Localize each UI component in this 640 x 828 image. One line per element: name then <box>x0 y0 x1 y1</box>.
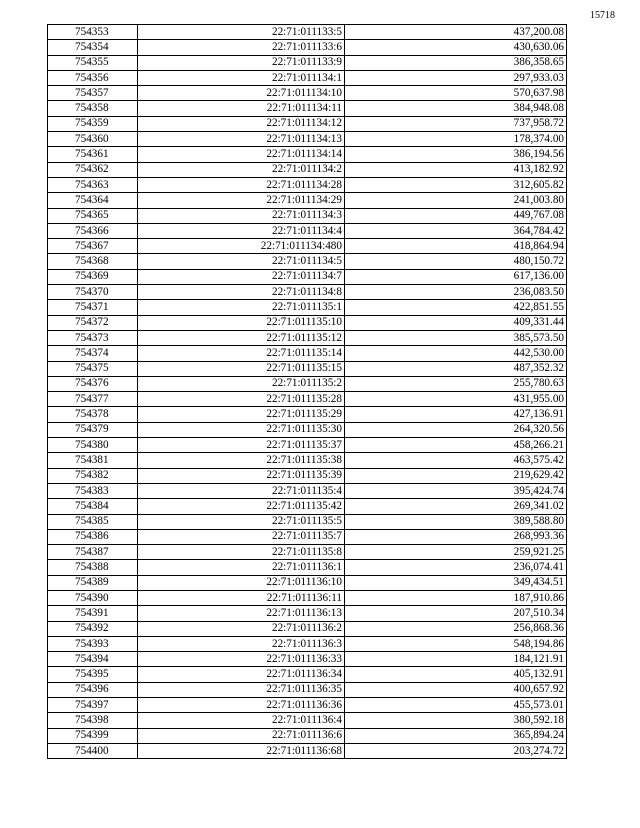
table-row <box>48 376 567 391</box>
cadastral-number-cell: 22:71:011134:12 <box>138 116 345 131</box>
cadastral-number-cell: 22:71:011135:8 <box>138 545 345 560</box>
value-cell: 455,573.01 <box>345 698 567 713</box>
table-row <box>48 438 567 453</box>
table-row <box>48 269 567 284</box>
row-number-cell: 754383 <box>48 483 138 498</box>
table-row <box>48 483 567 498</box>
table-row <box>48 590 567 605</box>
table-row <box>48 70 567 85</box>
value-cell: 400,657.92 <box>345 682 567 697</box>
row-number-cell: 754377 <box>48 392 138 407</box>
row-number-cell: 754382 <box>48 468 138 483</box>
value-cell: 236,074.41 <box>345 560 567 575</box>
row-number-cell: 754354 <box>48 40 138 55</box>
table-row <box>48 743 567 758</box>
row-number-cell: 754356 <box>48 70 138 85</box>
table-row <box>48 330 567 345</box>
value-cell: 384,948.08 <box>345 101 567 116</box>
table-row <box>48 575 567 590</box>
table-row <box>48 392 567 407</box>
row-number-cell: 754399 <box>48 728 138 743</box>
table-row <box>48 545 567 560</box>
value-cell: 737,958.72 <box>345 116 567 131</box>
table-row <box>48 529 567 544</box>
cadastral-number-cell: 22:71:011136:13 <box>138 606 345 621</box>
value-cell: 178,374.00 <box>345 132 567 147</box>
table-row <box>48 514 567 529</box>
value-cell: 386,194.56 <box>345 147 567 162</box>
row-number-cell: 754358 <box>48 101 138 116</box>
row-number-cell: 754374 <box>48 346 138 361</box>
value-cell: 458,266.21 <box>345 438 567 453</box>
value-cell: 395,424.74 <box>345 483 567 498</box>
value-cell: 570,637.98 <box>345 86 567 101</box>
table-row <box>48 346 567 361</box>
row-number-cell: 754380 <box>48 438 138 453</box>
value-cell: 422,851.55 <box>345 300 567 315</box>
cadastral-number-cell: 22:71:011136:6 <box>138 728 345 743</box>
row-number-cell: 754400 <box>48 743 138 758</box>
cadastral-number-cell: 22:71:011136:36 <box>138 698 345 713</box>
table-row <box>48 147 567 162</box>
table-row <box>48 162 567 177</box>
cadastral-number-cell: 22:71:011136:33 <box>138 652 345 667</box>
cadastral-number-cell: 22:71:011136:10 <box>138 575 345 590</box>
value-cell: 409,331.44 <box>345 315 567 330</box>
row-number-cell: 754371 <box>48 300 138 315</box>
page-number: 15718 <box>590 10 615 21</box>
table-row <box>48 223 567 238</box>
table-row <box>48 116 567 131</box>
row-number-cell: 754398 <box>48 713 138 728</box>
cadastral-number-cell: 22:71:011134:14 <box>138 147 345 162</box>
table-row <box>48 132 567 147</box>
table-row <box>48 468 567 483</box>
row-number-cell: 754367 <box>48 239 138 254</box>
cadastral-number-cell: 22:71:011133:6 <box>138 40 345 55</box>
row-number-cell: 754357 <box>48 86 138 101</box>
value-cell: 236,083.50 <box>345 285 567 300</box>
cadastral-number-cell: 22:71:011135:10 <box>138 315 345 330</box>
value-cell: 418,864.94 <box>345 239 567 254</box>
table-row <box>48 239 567 254</box>
cadastral-number-cell: 22:71:011134:5 <box>138 254 345 269</box>
table-row <box>48 560 567 575</box>
cadastral-number-cell: 22:71:011135:15 <box>138 361 345 376</box>
table-row <box>48 55 567 70</box>
table-row <box>48 193 567 208</box>
table-row <box>48 713 567 728</box>
table-row <box>48 652 567 667</box>
value-cell: 430,630.06 <box>345 40 567 55</box>
table-row <box>48 682 567 697</box>
table-row <box>48 361 567 376</box>
row-number-cell: 754385 <box>48 514 138 529</box>
table-row <box>48 101 567 116</box>
value-cell: 405,132.91 <box>345 667 567 682</box>
table-row <box>48 40 567 55</box>
value-cell: 269,341.02 <box>345 499 567 514</box>
row-number-cell: 754395 <box>48 667 138 682</box>
value-cell: 312,605.82 <box>345 177 567 192</box>
cadastral-number-cell: 22:71:011136:35 <box>138 682 345 697</box>
value-cell: 364,784.42 <box>345 223 567 238</box>
cadastral-number-cell: 22:71:011136:11 <box>138 590 345 605</box>
cadastral-number-cell: 22:71:011134:1 <box>138 70 345 85</box>
row-number-cell: 754378 <box>48 407 138 422</box>
row-number-cell: 754393 <box>48 636 138 651</box>
table-row <box>48 407 567 422</box>
cadastral-number-cell: 22:71:011136:3 <box>138 636 345 651</box>
cadastral-number-cell: 22:71:011136:68 <box>138 743 345 758</box>
value-cell: 255,780.63 <box>345 376 567 391</box>
table-row <box>48 315 567 330</box>
table-row <box>48 254 567 269</box>
value-cell: 442,530.00 <box>345 346 567 361</box>
cadastral-number-cell: 22:71:011134:11 <box>138 101 345 116</box>
cadastral-number-cell: 22:71:011134:29 <box>138 193 345 208</box>
table-row <box>48 25 567 40</box>
cadastral-number-cell: 22:71:011136:2 <box>138 621 345 636</box>
row-number-cell: 754368 <box>48 254 138 269</box>
value-cell: 385,573.50 <box>345 330 567 345</box>
row-number-cell: 754372 <box>48 315 138 330</box>
row-number-cell: 754392 <box>48 621 138 636</box>
value-cell: 389,588.80 <box>345 514 567 529</box>
table-row <box>48 667 567 682</box>
row-number-cell: 754365 <box>48 208 138 223</box>
value-cell: 431,955.00 <box>345 392 567 407</box>
value-cell: 386,358.65 <box>345 55 567 70</box>
value-cell: 463,575.42 <box>345 453 567 468</box>
cadastral-number-cell: 22:71:011134:4 <box>138 223 345 238</box>
value-cell: 437,200.08 <box>345 25 567 40</box>
row-number-cell: 754361 <box>48 147 138 162</box>
cadastral-number-cell: 22:71:011134:7 <box>138 269 345 284</box>
row-number-cell: 754396 <box>48 682 138 697</box>
cadastral-number-cell: 22:71:011134:2 <box>138 162 345 177</box>
row-number-cell: 754373 <box>48 330 138 345</box>
table-row <box>48 698 567 713</box>
value-cell: 184,121.91 <box>345 652 567 667</box>
cadastral-number-cell: 22:71:011135:38 <box>138 453 345 468</box>
value-cell: 268,993.36 <box>345 529 567 544</box>
row-number-cell: 754389 <box>48 575 138 590</box>
row-number-cell: 754390 <box>48 590 138 605</box>
row-number-cell: 754370 <box>48 285 138 300</box>
cadastral-number-cell: 22:71:011135:29 <box>138 407 345 422</box>
table-row <box>48 499 567 514</box>
cadastral-number-cell: 22:71:011135:14 <box>138 346 345 361</box>
value-cell: 449,767.08 <box>345 208 567 223</box>
value-cell: 365,894.24 <box>345 728 567 743</box>
cadastral-number-cell: 22:71:011133:9 <box>138 55 345 70</box>
table-body <box>48 25 567 759</box>
value-cell: 487,352.32 <box>345 361 567 376</box>
table-row <box>48 606 567 621</box>
row-number-cell: 754386 <box>48 529 138 544</box>
row-number-cell: 754384 <box>48 499 138 514</box>
cadastral-number-cell: 22:71:011135:28 <box>138 392 345 407</box>
cadastral-number-cell: 22:71:011136:4 <box>138 713 345 728</box>
table-row <box>48 728 567 743</box>
value-cell: 203,274.72 <box>345 743 567 758</box>
row-number-cell: 754394 <box>48 652 138 667</box>
row-number-cell: 754397 <box>48 698 138 713</box>
value-cell: 427,136.91 <box>345 407 567 422</box>
row-number-cell: 754388 <box>48 560 138 575</box>
cadastral-number-cell: 22:71:011135:39 <box>138 468 345 483</box>
row-number-cell: 754375 <box>48 361 138 376</box>
row-number-cell: 754366 <box>48 223 138 238</box>
row-number-cell: 754360 <box>48 132 138 147</box>
table-row <box>48 621 567 636</box>
cadastral-number-cell: 22:71:011134:3 <box>138 208 345 223</box>
cadastral-number-cell: 22:71:011135:42 <box>138 499 345 514</box>
cadastral-value-table <box>47 24 567 759</box>
cadastral-number-cell: 22:71:011134:8 <box>138 285 345 300</box>
table-row <box>48 177 567 192</box>
value-cell: 219,629.42 <box>345 468 567 483</box>
value-cell: 241,003.80 <box>345 193 567 208</box>
row-number-cell: 754355 <box>48 55 138 70</box>
row-number-cell: 754369 <box>48 269 138 284</box>
cadastral-number-cell: 22:71:011135:2 <box>138 376 345 391</box>
row-number-cell: 754363 <box>48 177 138 192</box>
row-number-cell: 754364 <box>48 193 138 208</box>
table-row <box>48 300 567 315</box>
value-cell: 207,510.34 <box>345 606 567 621</box>
cadastral-number-cell: 22:71:011136:34 <box>138 667 345 682</box>
table-row <box>48 208 567 223</box>
row-number-cell: 754359 <box>48 116 138 131</box>
cadastral-number-cell: 22:71:011134:10 <box>138 86 345 101</box>
value-cell: 256,868.36 <box>345 621 567 636</box>
cadastral-number-cell: 22:71:011135:4 <box>138 483 345 498</box>
value-cell: 349,434.51 <box>345 575 567 590</box>
value-cell: 617,136.00 <box>345 269 567 284</box>
value-cell: 380,592.18 <box>345 713 567 728</box>
row-number-cell: 754391 <box>48 606 138 621</box>
value-cell: 480,150.72 <box>345 254 567 269</box>
cadastral-number-cell: 22:71:011135:12 <box>138 330 345 345</box>
cadastral-number-cell: 22:71:011135:1 <box>138 300 345 315</box>
value-cell: 297,933.03 <box>345 70 567 85</box>
value-cell: 548,194.86 <box>345 636 567 651</box>
row-number-cell: 754381 <box>48 453 138 468</box>
row-number-cell: 754379 <box>48 422 138 437</box>
row-number-cell: 754353 <box>48 25 138 40</box>
row-number-cell: 754362 <box>48 162 138 177</box>
cadastral-number-cell: 22:71:011134:13 <box>138 132 345 147</box>
cadastral-number-cell: 22:71:011135:30 <box>138 422 345 437</box>
table-row <box>48 453 567 468</box>
cadastral-number-cell: 22:71:011134:28 <box>138 177 345 192</box>
value-cell: 413,182.92 <box>345 162 567 177</box>
table-row <box>48 422 567 437</box>
value-cell: 264,320.56 <box>345 422 567 437</box>
cadastral-number-cell: 22:71:011135:7 <box>138 529 345 544</box>
cadastral-number-cell: 22:71:011136:1 <box>138 560 345 575</box>
row-number-cell: 754376 <box>48 376 138 391</box>
table-row <box>48 86 567 101</box>
table-row <box>48 285 567 300</box>
row-number-cell: 754387 <box>48 545 138 560</box>
cadastral-number-cell: 22:71:011135:5 <box>138 514 345 529</box>
cadastral-number-cell: 22:71:011133:5 <box>138 25 345 40</box>
cadastral-number-cell: 22:71:011134:480 <box>138 239 345 254</box>
table-row <box>48 636 567 651</box>
value-cell: 259,921.25 <box>345 545 567 560</box>
value-cell: 187,910.86 <box>345 590 567 605</box>
cadastral-number-cell: 22:71:011135:37 <box>138 438 345 453</box>
